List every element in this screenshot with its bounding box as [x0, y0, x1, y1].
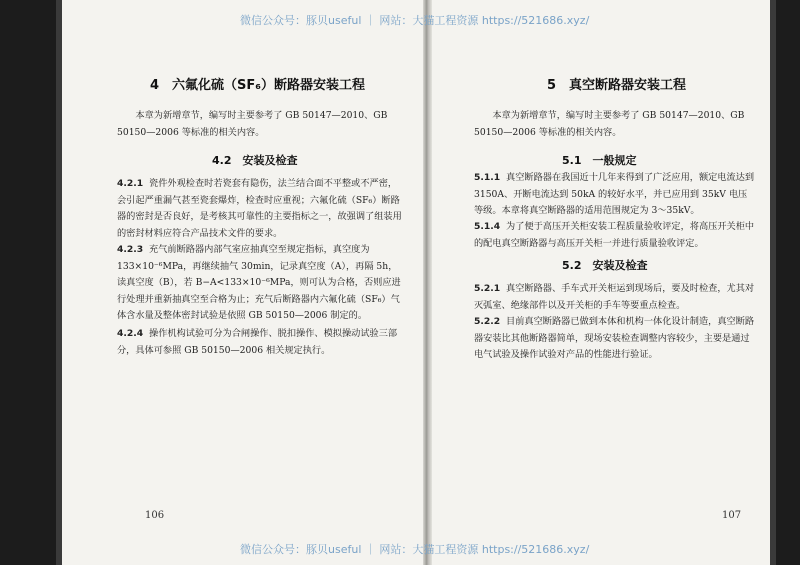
clause-text: 操作机构试验可分为合闸操作、脱扣操作、模拟操动试验三部分，具体可参照 GB 50150—2006 相关规定执行。 — [117, 328, 398, 356]
clause-text: 真空断路器在我国近十几年来得到了广泛应用，额定电流达到 3150A、开断电流达到 50kA 的较好水平，并已应用到 35kV 电压等级。本章将真空断路器的适用范围规定为 3～35kV。 — [474, 172, 755, 216]
clause-text: 瓷件外观检查时若瓷套有隐伤，法兰结合面不平整或不严密，会引起严重漏气甚至瓷套爆炸，检查时应重视；六氟化硫（SF₆）断路器的密封是否良好，是考核其可靠性的主要指标之一，故强调了组装用的密封材料应符合产品技术文件的要求。 — [117, 178, 402, 239]
clause-number: 4.2.4 — [117, 328, 144, 339]
clause-number: 5.2.2 — [474, 316, 501, 327]
section-5-1-title: 5.1 一般规定 — [562, 154, 637, 167]
clause-4-2-1 — [117, 176, 405, 242]
clause-number: 5.1.4 — [474, 221, 501, 232]
book-edge-right — [770, 0, 776, 565]
clause-number: 4.2.1 — [117, 178, 144, 189]
watermark-bottom: 微信公众号：豚贝useful ｜ 网站：大猫工程资源 https://521686.xyz/ — [240, 543, 590, 556]
watermark-top: 微信公众号：豚贝useful ｜ 网站：大猫工程资源 https://521686.xyz/ — [240, 14, 590, 27]
clause-number: 5.1.1 — [474, 172, 501, 183]
clause-text: 真空断路器、手车式开关柜运到现场后，要及时检查，尤其对灭弧室、绝缘部件以及开关柜的手车等要重点检查。 — [474, 283, 755, 311]
clause-number: 4.2.3 — [117, 244, 144, 255]
clause-4-2-3 — [117, 242, 405, 325]
clause-5-1-4 — [474, 219, 756, 252]
clause-5-1-1 — [474, 170, 756, 220]
chapter-5-intro: 本章为新增章节，编写时主要参考了 GB 50147—2010、GB 50150—2006 等标准的相关内容。 — [474, 110, 745, 138]
section-5-2-title: 5.2 安装及检查 — [562, 259, 648, 272]
clause-5-2-2 — [474, 314, 756, 364]
section-4-2-title: 4.2 安装及检查 — [212, 154, 298, 167]
clause-number: 5.2.1 — [474, 283, 501, 294]
page-number-left: 106 — [145, 510, 165, 521]
clause-4-2-4 — [117, 326, 405, 359]
clause-text: 目前真空断路器已做到本体和机构一体化设计制造，真空断路器安装比其他断路器简单，现场安装检查调整内容较少，主要是通过电气试验及操作试验对产品的性能进行验证。 — [474, 316, 755, 360]
chapter-4-intro: 本章为新增章节，编写时主要参考了 GB 50147—2010、GB 50150—2006 等标准的相关内容。 — [117, 110, 388, 138]
clause-text: 充气前断路器内部气室应抽真空至规定指标，真空度为 133×10⁻⁶MPa，再继续抽气 30min，记录真空度（A），再隔 5h，读真空度（B），若 B−A<133×10⁻⁶MPa，则可认为合格，否则应进行处理并重新抽真空至合格为止；充气后断路器内六氟化硫（SF₆）气体含水量及整体密封试验是依照 GB 50150—2006 制定的。 — [117, 244, 401, 321]
right-page — [432, 0, 770, 565]
page-number-right: 107 — [722, 510, 742, 521]
clause-text: 为了便于高压开关柜安装工程质量验收评定，将高压开关柜中的配电真空断路器与高压开关柜一并进行质量验收评定。 — [474, 221, 755, 249]
left-page — [62, 0, 423, 565]
chapter-5-title: 5 真空断路器安装工程 — [547, 78, 687, 93]
chapter-4-title: 4 六氟化硫（SF₆）断路器安装工程 — [150, 78, 365, 93]
book-spine — [423, 0, 432, 565]
clause-5-2-1 — [474, 281, 756, 314]
